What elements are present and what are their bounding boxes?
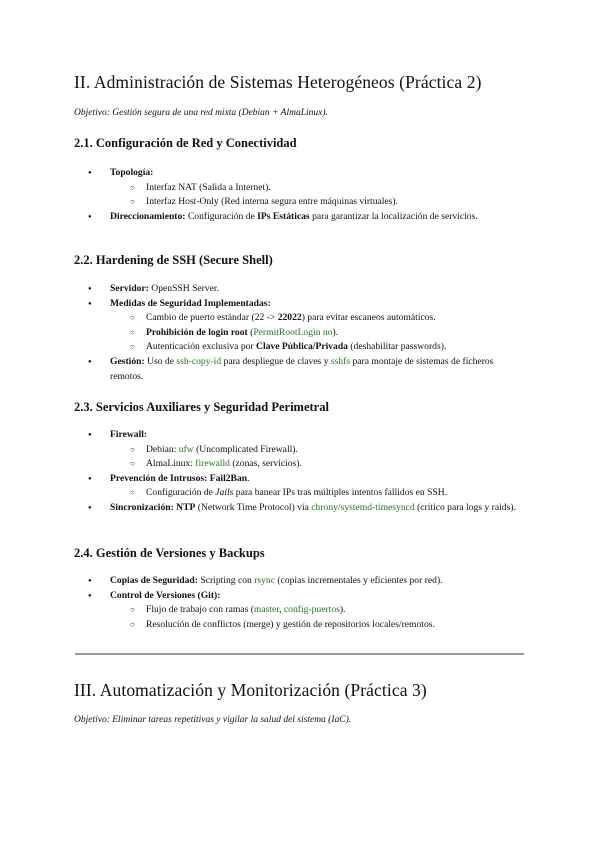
list-item: ● Copias de Seguridad: Scripting con rsync (copias incrementales y eficientes por red). [74,574,524,589]
horizontal-rule [75,653,524,655]
section-2-title: II. Administración de Sistemas Heterogéneos (Práctica 2) [74,72,482,92]
inline-code: ufw [178,443,194,455]
inline-code: rsync [254,575,275,586]
list-item: ○ Flujo de trabajo con ramas (master, config-puertos). [110,603,524,618]
section-3-title: III. Automatización y Monitorización (Práctica 3) [74,680,427,700]
list-item: ○ Interfaz NAT (Salida a Internet). [110,181,524,196]
list-item: ● Prevención de Intrusos: Fail2Ban. ○ Configuración de Jails para banear IPs tras múltiples intentos fallidos en SSH. [74,472,524,501]
inline-code: PermitRootLogin no [253,326,333,338]
inline-code: sshfs [330,355,351,367]
list-item: ○ Debian: ufw (Uncomplicated Firewall). [110,443,524,458]
inline-code: firewalld [195,458,230,470]
subsection-2-3-title: 2.3. Servicios Auxiliares y Seguridad Perimetral [74,400,329,414]
section-2-objective: Objetivo: Gestión segura de una red mixta (Debian + AlmaLinux). [74,108,328,118]
subsection-2-3-list [74,428,524,516]
subsection-2-4-list [74,574,524,632]
list-item: ● Topología: ○ Interfaz NAT (Salida a Internet). ○ Interfaz Host-Only (Red interna segura entre máquinas virtuales). [74,166,524,210]
list-item: ○ Autenticación exclusiva por Clave Pública/Privada (deshabilitar passwords). [110,340,524,355]
inline-code: ssh-copy-id [176,355,222,367]
list-item: ● Sincronización: NTP (Network Time Protocol) vía chrony/systemd-timesyncd (crítico para logs y raids). [74,501,524,516]
subsection-2-2-list [74,282,524,384]
subsection-2-1-list [74,166,524,224]
list-item: ● Direccionamiento: Configuración de IPs Estáticas para garantizar la localización de servicios. [74,210,524,225]
inline-code: master [253,604,280,616]
list-item: ○ Interfaz Host-Only (Red interna segura entre máquinas virtuales). [110,195,524,210]
list-item: ● Servidor: OpenSSH Server. [74,282,524,297]
list-item: ○ AlmaLinux: firewalld (zonas, servicios). [110,457,524,472]
list-item: ○ Prohibición de login root (PermitRootLogin no). [110,326,524,341]
inline-code: config-puertos [283,604,340,616]
inline-code: chrony/systemd-timesyncd [311,501,415,513]
list-item: ○ Configuración de Jails para banear IPs tras múltiples intentos fallidos en SSH. [110,486,524,501]
list-item: ○ Resolución de conflictos (merge) y gestión de repositorios locales/remotos. [110,618,524,633]
list-item: ● Firewall: ○ Debian: ufw (Uncomplicated Firewall). ○ AlmaLinux: firewalld (zonas, servicios). [74,428,524,472]
list-item: ● Control de Versiones (Git): ○ Flujo de trabajo con ramas (master, config-puertos). ○ Resolución de conflictos (merge) y gestión de repositorios locales/remotos. [74,589,524,633]
list-item: ● Gestión: Uso de ssh-copy-id para despliegue de claves y sshfs para montaje de sistemas de ficheros remotos. [74,355,524,384]
list-item: ○ Cambio de puerto estándar (22 -> 22022) para evitar escaneos automáticos. [110,311,524,326]
list-item: ● Medidas de Seguridad Implementadas: ○ Cambio de puerto estándar (22 -> 22022) para evitar escaneos automáticos. ○ Prohibición de login root (PermitRootLogin no). ○ Autenticación exclusiva por Clave Pública/Privada (deshabilitar passwords). [74,297,524,355]
subsection-2-1-title: 2.1. Configuración de Red y Conectividad [74,136,297,150]
subsection-2-4-title: 2.4. Gestión de Versiones y Backups [74,546,265,560]
subsection-2-2-title: 2.2. Hardening de SSH (Secure Shell) [74,253,273,267]
section-3-objective: Objetivo: Eliminar tareas repetitivas y vigilar la salud del sistema (IaC). [74,715,352,725]
